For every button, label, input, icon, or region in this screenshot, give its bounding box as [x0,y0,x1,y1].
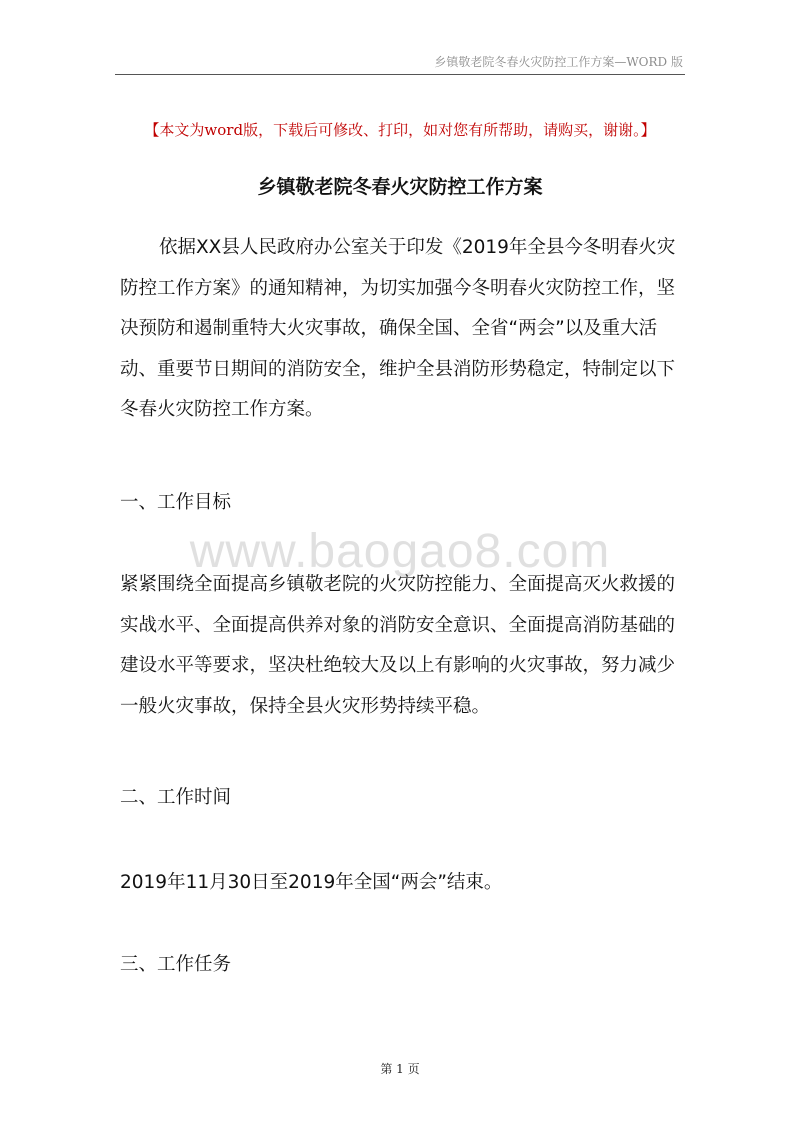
section-heading-time: 二、工作时间 [120,787,232,808]
section-body-goals: 紧紧围绕全面提高乡镇敬老院的火灾防控能力、全面提高灭火救援的实战水平、全面提高供养对象的消防安全意识、全面提高消防基础的建设水平等要求，坚决杜绝较大及以上有影响的火灾事故，努力减少一般火灾事故，保持全县火灾形势持续平稳。 [120,574,676,717]
watermark: www.baogao8.com [189,525,611,578]
section-heading-goals: 一、工作目标 [120,492,232,513]
page-number: 第 1 页 [380,1062,420,1076]
running-header: 乡镇敬老院冬春火灾防控工作方案—WORD 版 [434,55,683,69]
document-title: 乡镇敬老院冬春火灾防控工作方案 [257,176,543,198]
intro-paragraph: 依据XX县人民政府办公室关于印发《2019年全县今冬明春火灾防控工作方案》的通知精神，为切实加强今冬明春火灾防控工作，坚决预防和遏制重特大火灾事故，确保全国、全省“两会”以及重大活动、重要节日期间的消防安全，维护全县消防形势稳定，特制定以下冬春火灾防控工作方案。 [120,237,676,420]
purchase-notice: 【本文为word版，下载后可修改、打印，如对您有所帮助，请购买，谢谢。】 [144,121,656,139]
section-heading-tasks: 三、工作任务 [120,954,232,975]
section-body-time: 2019年11月30日至2019年全国“两会”结束。 [120,872,503,893]
header-rule [115,74,685,75]
